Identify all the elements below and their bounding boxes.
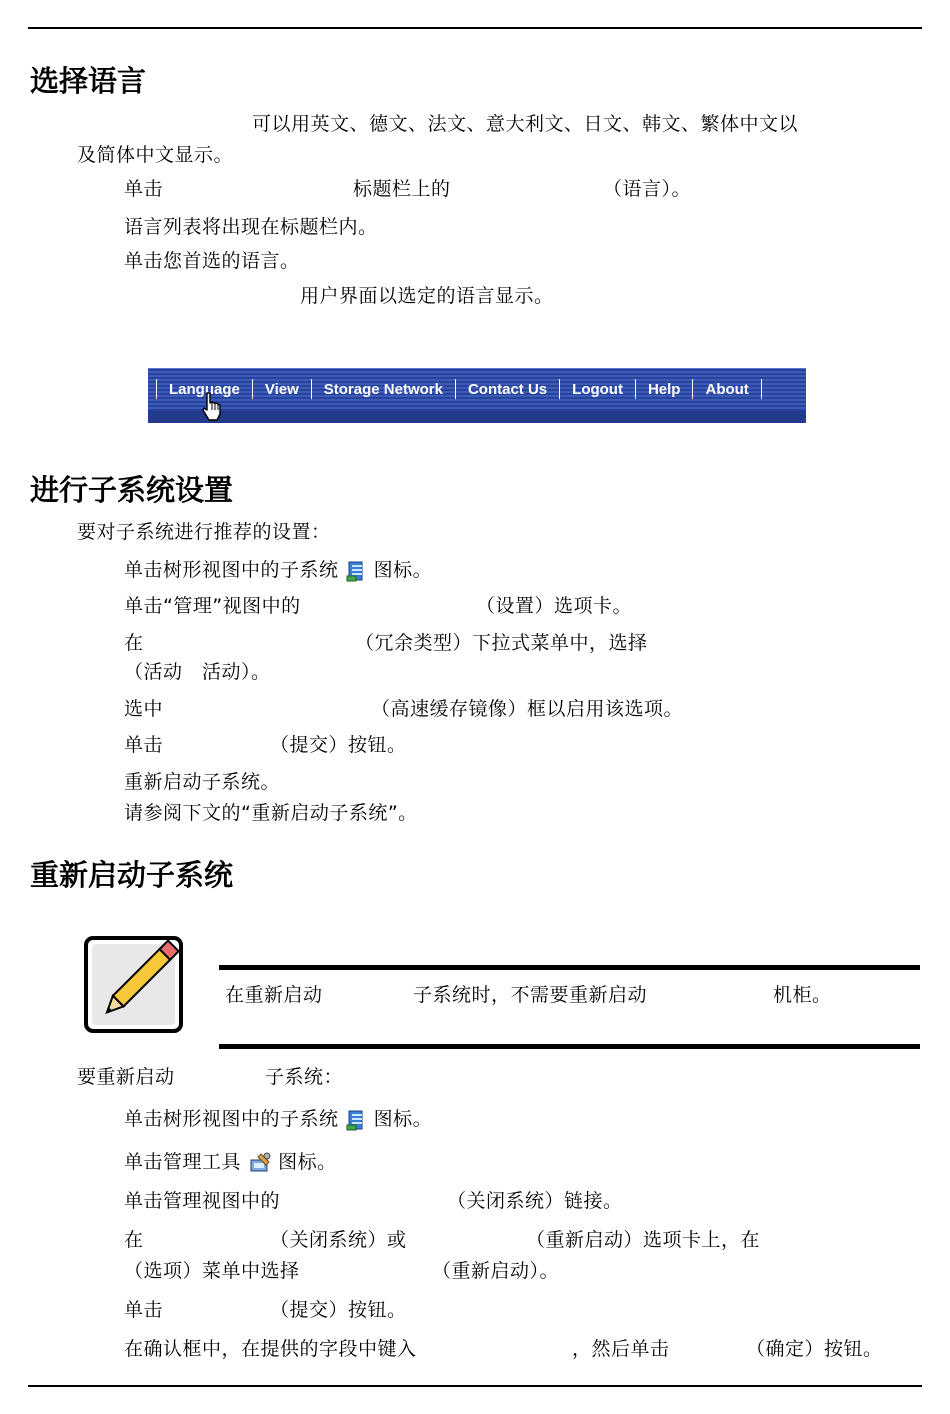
s2-step-1-a: 单击树形视图中的子系统	[124, 559, 339, 581]
menu-separator	[559, 379, 560, 399]
result-line: 用户界面以选定的语言显示。	[300, 285, 554, 307]
s2-step-3-a: 在	[124, 632, 144, 654]
s2-step-3-b: （冗余类型）下拉式菜单中，选择	[355, 632, 648, 654]
s3-step-1	[124, 1107, 432, 1131]
menu-separator	[156, 379, 157, 399]
menu-separator	[455, 379, 456, 399]
step-3: 单击您首选的语言。	[124, 250, 300, 272]
s2-step-3-c: （活动 活动）。	[124, 661, 271, 683]
note-text-b: 子系统时，不需要重新启动	[413, 984, 648, 1006]
menu-separator	[635, 379, 636, 399]
menu-separator	[252, 379, 253, 399]
s3-step-5-b: （提交）按钮。	[270, 1299, 407, 1321]
menu-item-logout[interactable]: Logout	[572, 380, 623, 398]
s2-step-1	[124, 558, 432, 582]
section-title-restart-subsystem: 重新启动子系统	[30, 858, 234, 892]
menu-bottom-bar	[148, 411, 806, 423]
top-rule	[28, 27, 922, 29]
s3-step-2	[124, 1150, 337, 1174]
note-text-c: 机柜。	[773, 984, 832, 1006]
menu-item-storage-network[interactable]: Storage Network	[323, 380, 443, 398]
subsystem-icon	[345, 1109, 367, 1131]
s2-step-2-b: （设置）选项卡。	[476, 595, 633, 617]
s3-step-4-c: （重新启动）选项卡上，在	[526, 1229, 761, 1251]
step-1-part-c: （语言）。	[603, 178, 692, 200]
menu-row	[156, 377, 774, 401]
s3-step-1-b: 图标。	[373, 1108, 433, 1130]
section-title-select-language: 选择语言	[30, 64, 147, 98]
menu-item-about[interactable]: About	[705, 380, 749, 398]
s3-intro-b: 子系统：	[265, 1066, 344, 1088]
s3-step-4-d: （选项）菜单中选择	[124, 1260, 300, 1282]
s3-step-2-b: 图标。	[278, 1151, 337, 1173]
pencil-note-icon	[84, 926, 196, 1034]
s2-step-5-a: 单击	[124, 734, 164, 756]
intro-line-1: 可以用英文、德文、法文、意大利文、日文、韩文、繁体中文以	[252, 113, 799, 135]
s2-step-6-note: 请参阅下文的“重新启动子系统”。	[124, 802, 418, 824]
step-2: 语言列表将出现在标题栏内。	[124, 216, 378, 238]
s2-step-5-b: （提交）按钮。	[270, 734, 407, 756]
hand-cursor-icon	[201, 392, 223, 422]
s2-step-4-b: （高速缓存镜像）框以启用该选项。	[371, 698, 684, 720]
title-bar-menu	[148, 368, 806, 423]
step-1-part-a: 单击	[124, 178, 164, 200]
s2-step-4-a: 选中	[124, 698, 164, 720]
s3-step-4-a: 在	[124, 1229, 144, 1251]
subsystem-icon	[345, 560, 367, 582]
menu-item-language[interactable]: Language	[169, 380, 240, 398]
s2-intro: 要对子系统进行推荐的设置：	[77, 521, 331, 543]
s3-step-4-e: （重新启动）。	[432, 1260, 560, 1282]
s3-step-6-a: 在确认框中，在提供的字段中键入	[124, 1338, 417, 1360]
menu-separator	[692, 379, 693, 399]
s2-step-6: 重新启动子系统。	[124, 771, 281, 793]
s3-step-2-a: 单击管理工具	[124, 1151, 242, 1173]
s3-step-6-c: （确定）按钮。	[746, 1338, 883, 1360]
menu-item-contact-us[interactable]: Contact Us	[467, 380, 548, 398]
s2-step-2-a: 单击“管理”视图中的	[124, 595, 301, 617]
step-1-part-b: 标题栏上的	[353, 178, 451, 200]
menu-item-help[interactable]: Help	[647, 380, 681, 398]
note-top-rule	[219, 965, 920, 970]
intro-line-2: 及简体中文显示。	[77, 144, 234, 166]
s3-step-3-a: 单击管理视图中的	[124, 1190, 281, 1212]
s3-intro-a: 要重新启动	[77, 1066, 175, 1088]
note-bottom-rule	[219, 1044, 920, 1049]
section-title-subsystem-setup: 进行子系统设置	[30, 473, 234, 507]
s3-step-1-a: 单击树形视图中的子系统	[124, 1108, 339, 1130]
menu-separator	[311, 379, 312, 399]
menu-separator	[761, 379, 762, 399]
menu-item-view[interactable]: View	[264, 380, 299, 398]
s2-step-1-b: 图标。	[373, 559, 433, 581]
s3-step-3-b: （关闭系统）链接。	[447, 1190, 623, 1212]
s3-step-6-b: ，然后单击	[572, 1338, 670, 1360]
bottom-rule	[28, 1385, 922, 1387]
s3-step-5-a: 单击	[124, 1299, 164, 1321]
note-text-a: 在重新启动	[225, 984, 323, 1006]
s3-step-4-b: （关闭系统）或	[270, 1229, 407, 1251]
admin-tools-icon	[248, 1152, 272, 1174]
